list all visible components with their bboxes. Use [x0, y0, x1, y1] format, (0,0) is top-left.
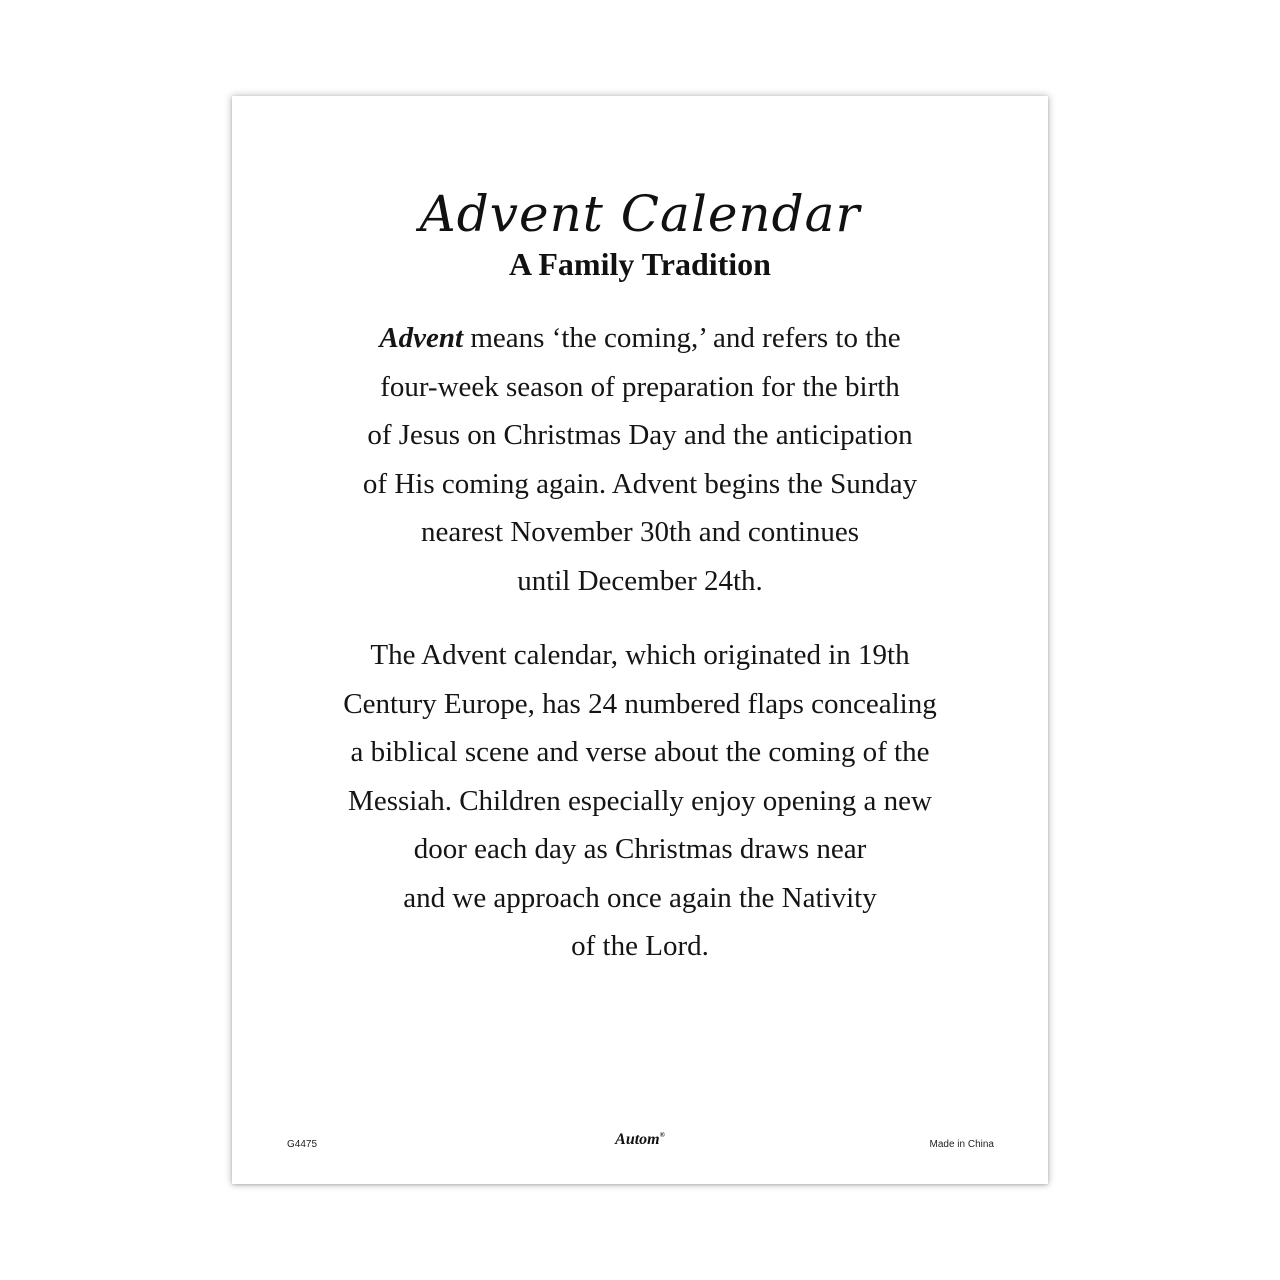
paragraph-line: of the Lord. — [571, 930, 709, 962]
brand-name: Autom — [615, 1131, 660, 1148]
product-code: G4475 — [287, 1139, 318, 1150]
paragraph-calendar-history — [232, 631, 1048, 971]
paragraph-line: and we approach once again the Nativity — [403, 881, 877, 914]
brand-logo — [232, 1131, 1048, 1149]
paragraph-line: nearest November 30th and continues — [420, 516, 860, 548]
paragraph-line: a biblical scene and verse about the coming of the — [350, 736, 930, 768]
paragraph-line: door each day as Christmas draws near — [413, 833, 867, 865]
paragraph-line: of His coming again. Advent begins the Sunday — [362, 467, 918, 500]
page-title: Advent Calendar — [419, 185, 861, 243]
page-subtitle: A Family Tradition — [509, 246, 771, 282]
country-of-origin: Made in China — [929, 1139, 994, 1150]
paragraph-advent-meaning — [232, 314, 1048, 605]
paragraph-line: of Jesus on Christmas Day and the anticipation — [367, 419, 913, 451]
paragraph-line: until December 24th. — [517, 564, 763, 597]
registered-mark: ® — [659, 1131, 665, 1139]
paragraph-line: Messiah. Children especially enjoy opening a new — [348, 784, 932, 817]
paragraph-line — [232, 314, 1048, 363]
advent-calendar-card — [232, 96, 1048, 1184]
paragraph-line: The Advent calendar, which originated in 19th — [370, 639, 910, 671]
paragraph-line: Century Europe, has 24 numbered flaps concealing — [343, 687, 937, 720]
lead-word: Advent — [379, 322, 464, 354]
paragraph-line: four-week season of preparation for the birth — [380, 370, 900, 403]
line-text: means ‘the coming,’ and refers to the — [463, 322, 901, 354]
